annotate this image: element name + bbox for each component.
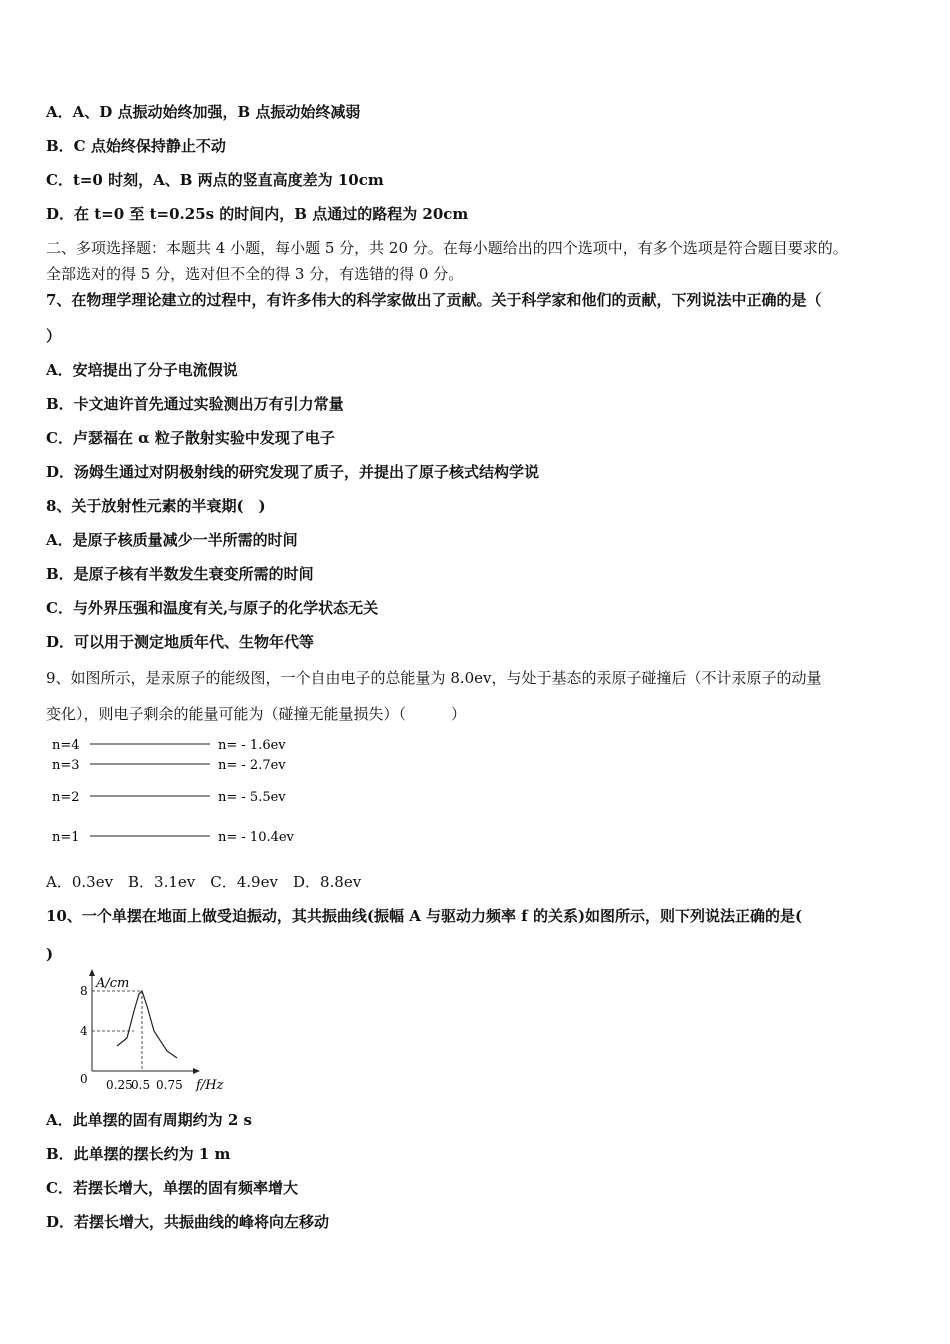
level-4-e: n= - 1.6ev xyxy=(218,738,286,753)
origin-label: 0 xyxy=(80,1072,88,1086)
x-axis-arrow xyxy=(193,1068,200,1074)
x-tick-label: 0.75 xyxy=(156,1078,183,1092)
level-2 xyxy=(52,790,286,805)
level-4-n: n=4 xyxy=(52,738,80,753)
section2-line1: 二、多项选择题：本题共 4 小题，每小题 5 分，共 20 分。在每小题给出的四个选项中，有多个选项是符合题目要求的。 xyxy=(46,239,848,257)
q10-option-d: D．若摆长增大，共振曲线的峰将向左移动 xyxy=(46,1213,330,1231)
x-tick-label: 0.5 xyxy=(131,1078,151,1092)
q10-stem-end: ) xyxy=(46,945,54,963)
q7-option-b: B．卡文迪许首先通过实验测出万有引力常量 xyxy=(46,395,344,413)
level-2-n: n=2 xyxy=(52,790,80,805)
level-3-n: n=3 xyxy=(52,758,80,773)
q10-stem: 10、一个单摆在地面上做受迫振动，其共振曲线(振幅 A 与驱动力频率 f 的关系)如图所示，则下列说法正确的是( xyxy=(46,907,803,925)
x-axis-label: f/Hz xyxy=(196,1078,224,1093)
q6-option-a: A．A、D 点振动始终加强，B 点振动始终减弱 xyxy=(46,103,361,121)
level-4 xyxy=(52,738,286,753)
y-axis-label: A/cm xyxy=(96,976,130,991)
resonance-curve-chart xyxy=(70,965,240,1095)
q9-stem-line2: 变化），则电子剩余的能量可能为（碰撞无能量损失）（ ） xyxy=(46,705,467,723)
section2-line2: 全部选对的得 5 分，选对但不全的得 3 分，有选错的得 0 分。 xyxy=(46,265,464,283)
resonance-curve xyxy=(117,991,177,1058)
q7-stem: 7、在物理学理论建立的过程中，有许多伟大的科学家做出了贡献。关于科学家和他们的贡献，下列说法中正确的是（ xyxy=(46,291,822,309)
q10-option-a: A．此单摆的固有周期约为 2 s xyxy=(46,1111,252,1129)
level-3 xyxy=(52,758,286,773)
q7-option-c: C．卢瑟福在 α 粒子散射实验中发现了电子 xyxy=(46,429,335,447)
q10-option-b: B．此单摆的摆长约为 1 m xyxy=(46,1145,231,1163)
q6-option-d: D．在 t=0 至 t=0.25s 的时间内，B 点通过的路程为 20cm xyxy=(46,205,469,223)
level-1 xyxy=(52,830,295,845)
q8-option-d: D．可以用于测定地质年代、生物年代等 xyxy=(46,633,315,651)
level-2-e: n= - 5.5ev xyxy=(218,790,286,805)
q9-stem: 9、如图所示，是汞原子的能级图，一个自由电子的总能量为 8.0ev，与处于基态的汞原子碰撞后（不计汞原子的动量 xyxy=(46,669,822,687)
q6-option-b: B．C 点始终保持静止不动 xyxy=(46,137,226,155)
q8-option-a: A．是原子核质量减少一半所需的时间 xyxy=(46,531,298,549)
y-tick-label: 4 xyxy=(80,1024,88,1038)
q7-option-d: D．汤姆生通过对阴极射线的研究发现了质子，并提出了原子核式结构学说 xyxy=(46,463,540,481)
x-tick-label: 0.25 xyxy=(106,1078,133,1092)
q8-option-b: B．是原子核有半数发生衰变所需的时间 xyxy=(46,565,314,583)
q7-option-a: A．安培提出了分子电流假说 xyxy=(46,361,238,379)
q8-option-c: C．与外界压强和温度有关,与原子的化学状态无关 xyxy=(46,599,379,617)
level-3-e: n= - 2.7ev xyxy=(218,758,286,773)
q7-stem-end: ） xyxy=(46,327,62,345)
q10-option-c: C．若摆长增大，单摆的固有频率增大 xyxy=(46,1179,298,1197)
y-axis-arrow xyxy=(89,969,95,976)
level-1-e: n= - 10.4ev xyxy=(218,830,294,845)
q6-option-c: C．t=0 时刻，A、B 两点的竖直高度差为 10cm xyxy=(46,171,384,189)
level-1-n: n=1 xyxy=(52,830,80,845)
y-tick-label: 8 xyxy=(80,984,88,998)
energy-level-diagram xyxy=(50,733,310,848)
q8-stem: 8、关于放射性元素的半衰期( ) xyxy=(46,497,266,515)
q9-options: A．0.3ev B．3.1ev C．4.9ev D．8.8ev xyxy=(46,873,362,891)
